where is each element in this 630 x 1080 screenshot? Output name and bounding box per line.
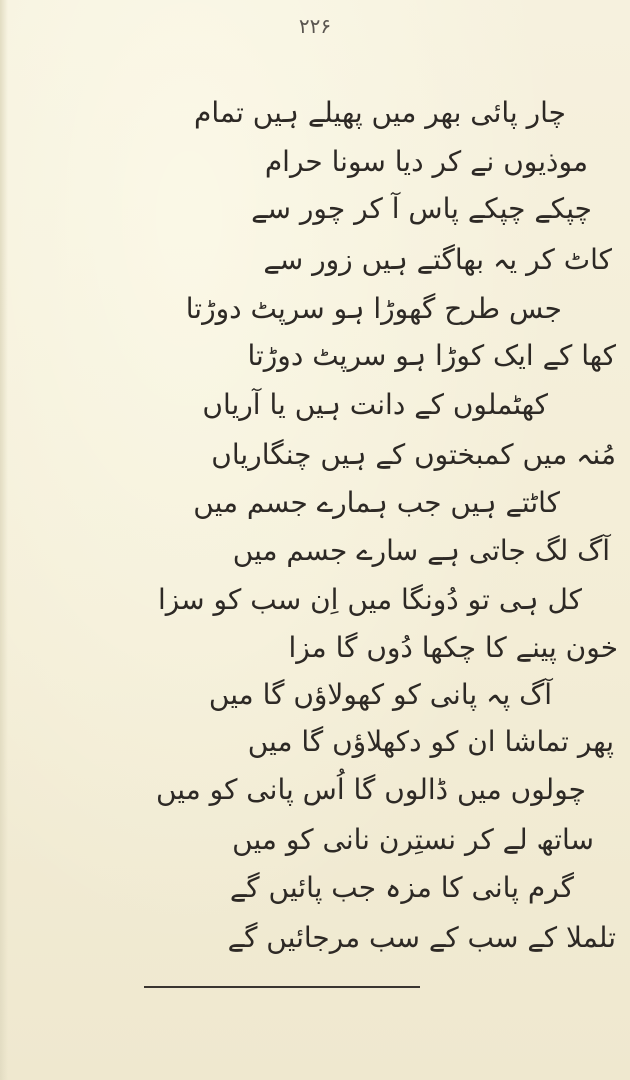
poem-line: آگ پہ پانی کو کھولاؤں گا میں	[208, 678, 552, 711]
poem-line: جس طرح گھوڑا ہو سرپٹ دوڑتا	[185, 292, 562, 325]
poem-line: گرم پانی کا مزہ جب پائیں گے	[229, 871, 574, 904]
poem-line: آگ لگ جاتی ہے سارے جسم میں	[232, 534, 610, 567]
page-number: ۲۲۶	[298, 14, 332, 38]
poem-line: ساتھ لے کر نستِرن نانی کو میں	[232, 823, 594, 856]
poem-line: موذیوں نے کر دیا سونا حرام	[264, 145, 588, 178]
poem-line: مُنہ میں کمبختوں کے ہیں چنگاریاں	[211, 438, 616, 471]
poem-line: تلملا کے سب کے سب مرجائیں گے	[227, 921, 616, 954]
poem-line: کاٹتے ہیں جب ہمارے جسم میں	[193, 486, 560, 519]
poem-line: کاٹ کر یہ بھاگتے ہیں زور سے	[263, 243, 612, 276]
poem-line: چولوں میں ڈالوں گا اُس پانی کو میں	[155, 773, 586, 806]
poem-line: چپکے چپکے پاس آ کر چور سے	[251, 192, 592, 225]
poem-line: پھر تماشا ان کو دکھلاؤں گا میں	[247, 725, 614, 758]
end-divider-rule	[144, 986, 420, 988]
poem-line: کھا کے ایک کوڑا ہو سرپٹ دوڑتا	[247, 339, 616, 372]
poem-line: کل ہی تو دُونگا میں اِن سب کو سزا	[157, 583, 582, 616]
poem-line: کھٹملوں کے دانت ہیں یا آریاں	[202, 388, 548, 421]
poem-line: خون پینے کا چکھا دُوں گا مزا	[288, 631, 618, 664]
poem-line: چار پائی بھر میں پھیلے ہیں تمام	[194, 96, 566, 129]
